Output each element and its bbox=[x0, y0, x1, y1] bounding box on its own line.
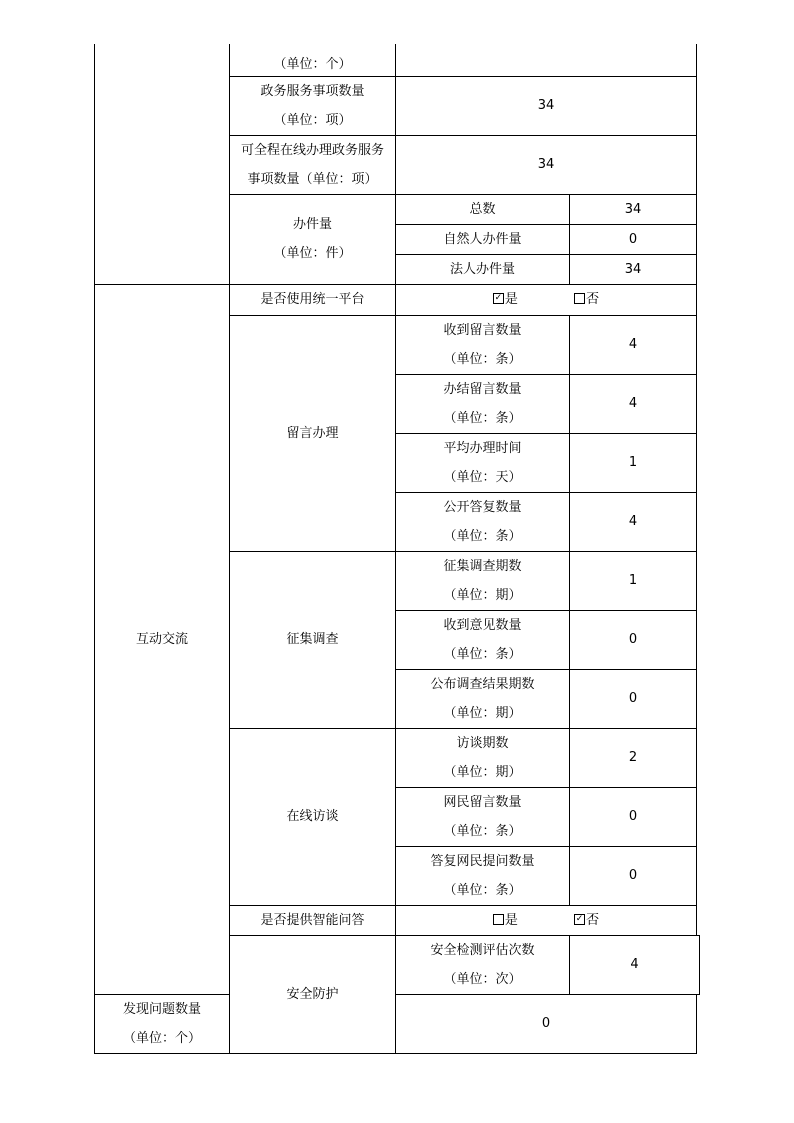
avg-label-cell bbox=[396, 433, 570, 492]
smart-qa-options bbox=[396, 905, 697, 935]
unit-ge-cell bbox=[230, 44, 396, 76]
opinions-unit: （单位：条） bbox=[443, 646, 522, 662]
interview-label: 在线访谈 bbox=[230, 728, 396, 905]
reply-cell bbox=[396, 846, 570, 905]
interview-periods-value: 2 bbox=[570, 728, 697, 787]
online-value: 34 bbox=[396, 135, 697, 194]
public-label-cell bbox=[396, 492, 570, 551]
reply-unit: （单位：条） bbox=[443, 882, 522, 898]
done-value: 4 bbox=[570, 374, 697, 433]
issues-value: 0 bbox=[396, 994, 697, 1053]
issues-unit: （单位：个） bbox=[122, 1030, 201, 1046]
online-unit: 事项数量（单位：项） bbox=[247, 171, 378, 187]
unified-yes-label: 是 bbox=[504, 292, 518, 307]
bj-total-label: 总数 bbox=[396, 194, 570, 224]
bj-legal-label: 法人办件量 bbox=[396, 254, 570, 284]
survey-label: 征集调查 bbox=[230, 551, 396, 728]
online-label-cell bbox=[230, 135, 396, 194]
public-label: 公开答复数量 bbox=[443, 499, 522, 515]
statistics-table bbox=[94, 44, 700, 1054]
opinions-value: 0 bbox=[570, 610, 697, 669]
results-label: 公布调查结果期数 bbox=[430, 676, 535, 692]
smart-yes-checkbox[interactable] bbox=[493, 914, 504, 925]
opinions-cell bbox=[396, 610, 570, 669]
smart-no-checkbox[interactable]: ✓ bbox=[575, 913, 584, 924]
received-value: 4 bbox=[570, 315, 697, 374]
eval-cell bbox=[396, 935, 570, 994]
netizen-label: 网民留言数量 bbox=[443, 794, 522, 810]
message-label: 留言办理 bbox=[230, 315, 396, 551]
interview-periods-unit: （单位：期） bbox=[443, 764, 522, 780]
smart-no-option[interactable] bbox=[574, 906, 599, 935]
section-cell-empty bbox=[95, 44, 230, 284]
bj-total-value: 34 bbox=[570, 194, 697, 224]
bj-natural-value: 0 bbox=[570, 224, 697, 254]
smart-yes-option[interactable] bbox=[493, 906, 518, 935]
smart-qa-label: 是否提供智能问答 bbox=[230, 905, 396, 935]
received-label-cell bbox=[396, 315, 570, 374]
zwfw-label-cell bbox=[230, 76, 396, 135]
done-label-cell bbox=[396, 374, 570, 433]
bj-label: 办件量 bbox=[292, 217, 332, 232]
public-unit: （单位：条） bbox=[443, 528, 522, 544]
bj-legal-value: 34 bbox=[570, 254, 697, 284]
survey-periods-value: 1 bbox=[570, 551, 697, 610]
issues-cell bbox=[95, 994, 230, 1053]
done-label: 办结留言数量 bbox=[443, 381, 522, 397]
netizen-cell bbox=[396, 787, 570, 846]
zwfw-label: 政务服务事项数量 bbox=[260, 83, 365, 99]
public-value: 4 bbox=[570, 492, 697, 551]
smart-yes-label: 是 bbox=[504, 912, 518, 928]
issues-label: 发现问题数量 bbox=[122, 1001, 201, 1017]
unified-no-checkbox[interactable] bbox=[574, 293, 585, 304]
avg-unit: （单位：天） bbox=[443, 469, 522, 485]
interview-periods-cell bbox=[396, 728, 570, 787]
results-value: 0 bbox=[570, 669, 697, 728]
netizen-value: 0 bbox=[570, 787, 697, 846]
online-label: 可全程在线办理政务服务 bbox=[240, 142, 384, 158]
reply-label: 答复网民提问数量 bbox=[430, 853, 535, 869]
eval-label: 安全检测评估次数 bbox=[430, 942, 535, 958]
results-cell bbox=[396, 669, 570, 728]
opinions-label: 收到意见数量 bbox=[443, 617, 522, 633]
results-unit: （单位：期） bbox=[443, 705, 522, 721]
unified-no-option[interactable] bbox=[574, 285, 599, 314]
survey-periods-label: 征集调查期数 bbox=[443, 558, 522, 574]
reply-value: 0 bbox=[570, 846, 697, 905]
received-unit: （单位：条） bbox=[443, 351, 522, 367]
bj-label-cell bbox=[230, 194, 396, 284]
interview-periods-label: 访谈期数 bbox=[456, 735, 509, 751]
bj-unit: （单位：件） bbox=[273, 246, 352, 261]
done-unit: （单位：条） bbox=[443, 410, 522, 426]
avg-value: 1 bbox=[570, 433, 697, 492]
survey-periods-cell bbox=[396, 551, 570, 610]
zwfw-value: 34 bbox=[396, 76, 697, 135]
unified-yes-checkbox[interactable]: ✓ bbox=[494, 293, 503, 303]
zwfw-unit: （单位：项） bbox=[273, 112, 352, 128]
interaction-section: 互动交流 bbox=[95, 284, 230, 994]
bj-natural-label: 自然人办件量 bbox=[396, 224, 570, 254]
received-label: 收到留言数量 bbox=[443, 322, 522, 338]
unified-platform-label: 是否使用统一平台 bbox=[230, 284, 396, 315]
eval-value: 4 bbox=[570, 935, 700, 994]
unified-no-label: 否 bbox=[586, 292, 600, 307]
avg-label: 平均办理时间 bbox=[443, 440, 522, 456]
unit-ge-value bbox=[396, 44, 697, 76]
unified-platform-options bbox=[396, 284, 697, 315]
unit-ge-text: （单位：个） bbox=[273, 56, 352, 72]
unified-yes-option[interactable] bbox=[493, 285, 518, 314]
survey-periods-unit: （单位：期） bbox=[443, 587, 522, 603]
netizen-unit: （单位：条） bbox=[443, 823, 522, 839]
smart-no-label: 否 bbox=[586, 912, 600, 928]
eval-unit: （单位：次） bbox=[443, 971, 522, 987]
security-section: 安全防护 bbox=[230, 935, 396, 1053]
